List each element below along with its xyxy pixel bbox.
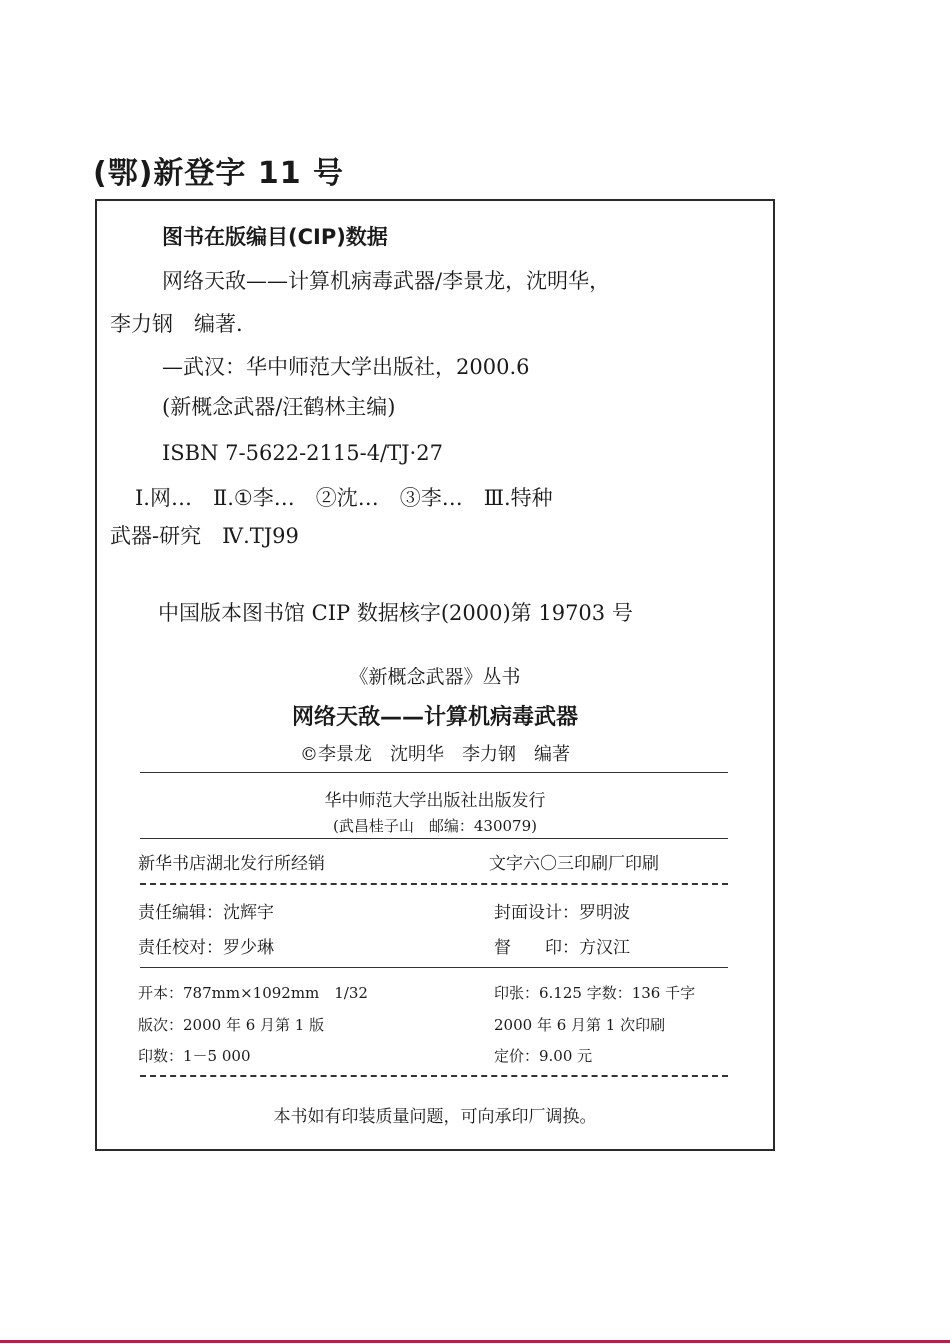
printing-info: 2000 年 6 月第 1 次印刷 xyxy=(494,1016,666,1034)
quality-notice: 本书如有印装质量问题，可向承印厂调换。 xyxy=(273,1107,597,1127)
cover-designer: 封面设计：罗明波 xyxy=(494,903,630,923)
book-authors: ©李景龙 沈明华 李力钢 编著 xyxy=(300,744,570,765)
cip-heading: 图书在版编目(CIP)数据 xyxy=(162,225,388,249)
price: 定价：9.00 元 xyxy=(494,1047,593,1065)
responsible-editor: 责任编辑：沈辉宇 xyxy=(138,903,274,923)
publisher-address: (武昌桂子山 邮编：430079) xyxy=(333,817,537,835)
cip-subjects-line2: 武器-研究 Ⅳ.TJ99 xyxy=(110,524,299,548)
cip-title-line: 网络天敌——计算机病毒武器/李景龙，沈明华， xyxy=(162,269,611,293)
divider xyxy=(140,1075,728,1077)
divider xyxy=(140,883,728,885)
cip-series-line: (新概念武器/汪鹤林主编) xyxy=(162,395,396,419)
distributor: 新华书店湖北发行所经销 xyxy=(138,854,325,874)
print-supervisor: 督 印：方汉江 xyxy=(494,938,630,958)
divider xyxy=(140,967,728,968)
registration-number: (鄂)新登字 11 号 xyxy=(93,156,345,191)
cip-isbn: ISBN 7-5622-2115-4/TJ·27 xyxy=(162,441,443,465)
print-run: 印数：1－5 000 xyxy=(138,1047,251,1065)
divider xyxy=(140,772,728,773)
book-title: 网络天敌——计算机病毒武器 xyxy=(291,705,578,730)
printer: 文字六〇三印刷厂印刷 xyxy=(489,854,659,874)
proofreader: 责任校对：罗少琳 xyxy=(138,938,274,958)
cip-publisher-line: —武汉：华中师范大学出版社，2000.6 xyxy=(162,355,530,379)
print-sheets: 印张：6.125 字数：136 千字 xyxy=(494,984,696,1002)
cip-authors-cont: 李力钢 编著. xyxy=(110,312,243,336)
cip-subjects-line1: Ⅰ.网… Ⅱ.①李… ②沈… ③李… Ⅲ.特种 xyxy=(135,486,553,510)
publisher-line: 华中师范大学出版社出版发行 xyxy=(324,791,546,811)
divider xyxy=(140,838,728,839)
page-edge-line xyxy=(0,1340,950,1343)
series-name: 《新概念武器》丛书 xyxy=(349,666,521,688)
book-format: 开本：787mm×1092mm 1/32 xyxy=(138,984,368,1002)
edition-info: 版次：2000 年 6 月第 1 版 xyxy=(138,1016,325,1034)
cip-approval-number: 中国版本图书馆 CIP 数据核字(2000)第 19703 号 xyxy=(158,601,633,625)
